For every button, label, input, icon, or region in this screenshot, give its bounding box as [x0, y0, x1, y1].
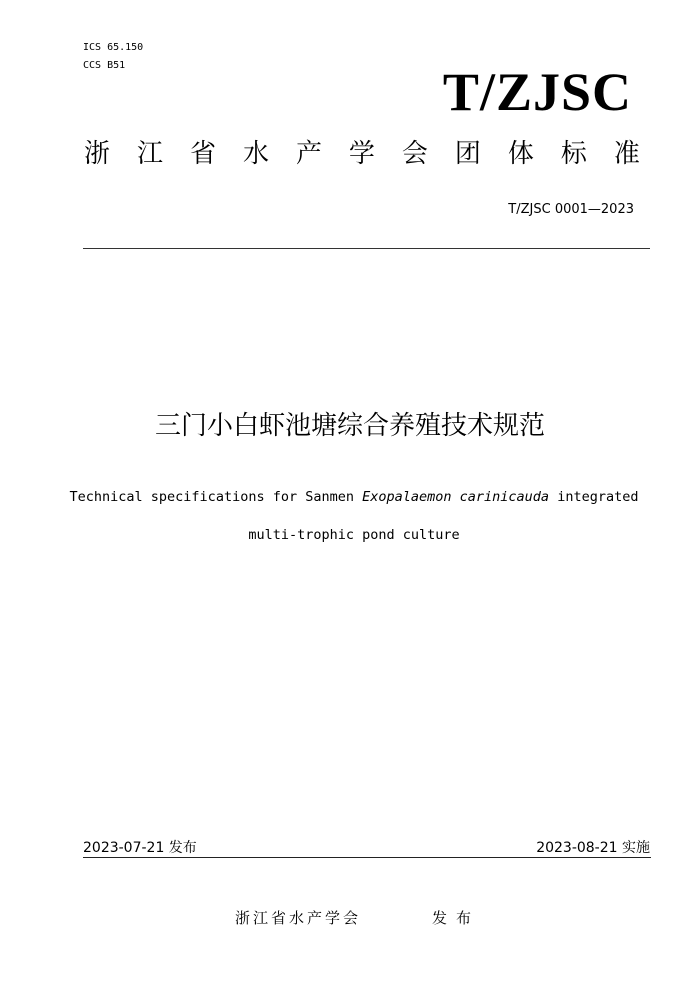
title-english-prefix: Technical specifications for Sanmen — [69, 489, 363, 505]
organization-title-char: 省 — [189, 139, 216, 169]
date-row — [83, 838, 650, 858]
title-english-suffix: integrated — [549, 489, 639, 505]
implementation-date: 2023-08-21 实施 — [536, 840, 650, 856]
standard-logo: T/ZJSC — [442, 62, 632, 122]
species-name-italic: Exopalaemon carinicauda — [362, 489, 550, 505]
issue-date: 2023-07-21 发布 — [83, 840, 197, 856]
document-title-chinese: 三门小白虾池塘综合养殖技术规范 — [154, 411, 545, 441]
organization-title-char: 浙 — [84, 139, 111, 169]
standard-number: T/ZJSC 0001—2023 — [508, 202, 634, 217]
organization-title-char: 标 — [560, 139, 587, 169]
organization-title-char: 会 — [401, 139, 428, 169]
organization-title — [84, 136, 640, 172]
ccs-code: CCS B51 — [83, 60, 126, 71]
publish-action: 发布 — [432, 909, 481, 927]
ics-code: ICS 65.150 — [83, 42, 144, 53]
organization-title-char: 水 — [242, 139, 269, 169]
organization-title-char: 准 — [613, 139, 640, 169]
organization-title-char: 体 — [507, 139, 534, 169]
organization-title-char: 产 — [295, 139, 322, 169]
organization-title-char: 学 — [348, 139, 375, 169]
organization-title-char: 江 — [136, 139, 163, 169]
organization-title-char: 团 — [454, 139, 481, 169]
footer-divider — [83, 857, 651, 858]
header-divider — [83, 248, 650, 249]
document-title-english-line1 — [0, 488, 700, 506]
publisher-name: 浙江省水产学会 — [235, 909, 362, 927]
document-title-english-line2: multi-trophic pond culture — [248, 527, 460, 543]
